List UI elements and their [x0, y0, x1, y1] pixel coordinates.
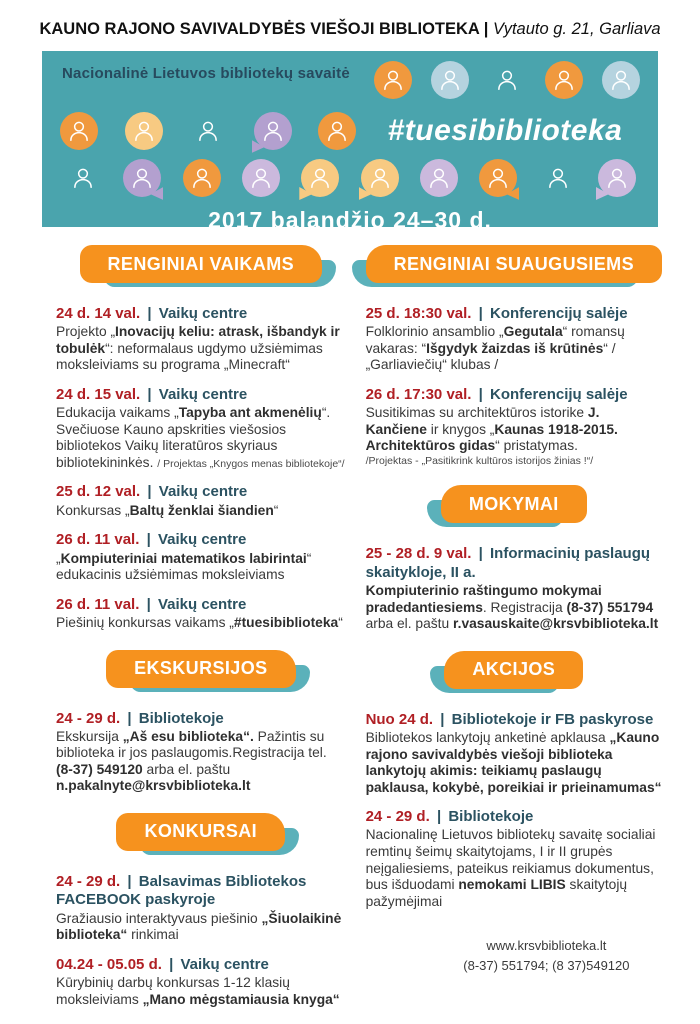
header-ribbon: [106, 650, 295, 688]
date-location-separator: |: [147, 385, 152, 403]
person-icon: [608, 67, 634, 93]
library-week-banner: [42, 51, 658, 233]
date-location-separator: |: [436, 808, 442, 826]
event-body: [56, 975, 346, 1008]
event-body: [366, 324, 662, 374]
body-segment: r.vasauskaite@krsvbiblioteka.lt: [453, 616, 659, 632]
speech-bubble: [488, 61, 526, 99]
page-title: [14, 20, 686, 39]
body-segment: “: neformalaus ugdymo užsiėmimas moksleiviams su programa „Minecraft“: [56, 340, 323, 373]
body-segment: rinkimai: [127, 927, 179, 943]
bubble-row-mid-left: [54, 112, 370, 150]
event-heading: [56, 873, 346, 910]
event-body: [56, 324, 346, 374]
event-location: Vaikų centre: [157, 531, 247, 549]
event-location: Bibliotekoje: [138, 709, 224, 727]
event-location: Vaikų centre: [180, 955, 269, 973]
body-segment: arba el. paštu: [365, 616, 453, 632]
event-heading: [56, 956, 346, 974]
event-heading: [366, 305, 662, 323]
speech-bubble: [420, 159, 458, 197]
body-segment: „Šiuolaikinė biblioteka“: [56, 910, 342, 943]
event-date: Nuo 24 d.: [365, 710, 434, 728]
person-icon: [551, 67, 577, 93]
body-segment: Kompiuterinio raštingumo mokymai pradedantiesiems: [365, 583, 602, 615]
event-heading: [366, 386, 662, 404]
section-title: AKCIJOS: [472, 659, 556, 680]
section-header: [366, 245, 662, 293]
speech-bubble: [318, 112, 356, 150]
event-item: [56, 956, 346, 1008]
event-list: [366, 545, 662, 632]
person-icon: [260, 118, 286, 144]
body-segment: n.pakalnyte@krsvbiblioteka.lt: [56, 778, 251, 794]
event-date: 26 d. 17:30 val.: [365, 385, 472, 403]
library-address: Vytauto g. 21, Garliava: [493, 20, 661, 38]
week-title: Nacionalinė Lietuvos bibliotekų savaitė: [62, 65, 350, 82]
event-item: [56, 710, 346, 795]
body-segment: “ edukacinis užsiėmimas moksleiviams: [56, 550, 312, 583]
body-segment: „Kauno rajono savivaldybės viešoji biblioteka lankytojų akimis: teikiamų paslaugų paklausa, kokybė, poreikiai ir prieinamumas“: [365, 730, 662, 795]
speech-bubble: [254, 112, 292, 150]
event-item: [366, 545, 662, 632]
speech-bubble: [125, 112, 163, 150]
event-date: 24 - 29 d.: [56, 709, 121, 727]
body-segment: Piešinių konkursas vaikams „: [56, 614, 234, 630]
event-section: [366, 485, 662, 632]
body-segment: J. Kančiene: [365, 405, 600, 437]
person-icon: [129, 165, 155, 191]
event-item: [56, 531, 346, 583]
event-location: Bibliotekoje ir FB paskyrose: [451, 710, 654, 728]
event-list: [56, 710, 346, 795]
person-icon: [307, 165, 333, 191]
section-header: [56, 650, 346, 698]
date-location-separator: |: [169, 955, 174, 973]
body-segment: “ romansų vakaras: “: [365, 324, 625, 356]
event-section: [56, 245, 346, 632]
speech-bubble: [598, 159, 636, 197]
body-segment: “: [273, 502, 279, 518]
event-item: [56, 483, 346, 519]
body-segment: / Projektas „Knygos menas bibliotekoje“/: [157, 457, 345, 470]
header-ribbon: [444, 651, 583, 689]
section-title: MOKYMAI: [468, 493, 559, 514]
speech-bubble: [479, 159, 517, 197]
person-icon: [426, 165, 452, 191]
body-segment: “: [338, 614, 343, 630]
body-segment: Nacionalinę Lietuvos bibliotekų savaitę socialiai remtinų šeimų skaitytojams, I ir II grupės neįgaliesiems, pateikus reikiamus dokumentus, bus išduodami: [365, 827, 656, 893]
event-item: [366, 808, 662, 910]
right-column-wrap: [366, 243, 662, 1024]
body-segment: . Registracija: [482, 599, 567, 615]
event-heading: [366, 711, 662, 729]
event-date: 04.24 - 05.05 d.: [56, 955, 162, 973]
date-location-separator: |: [478, 545, 483, 563]
person-icon: [494, 67, 520, 93]
event-section: [56, 650, 346, 795]
body-segment: “. Svečiuose Kauno apskrities viešosios bibliotekos Vaikų literatūros skyriaus bibliotekininkės.: [56, 405, 331, 470]
date-location-separator: |: [127, 872, 132, 890]
right-column: [366, 245, 662, 910]
event-body: [56, 503, 346, 520]
section-title: RENGINIAI SUAUGUSIEMS: [393, 253, 634, 274]
body-segment: (8-37) 549120: [56, 761, 143, 777]
event-date: 26 d. 11 val.: [56, 531, 140, 549]
event-location: Balsavimas Bibliotekos FACEBOOK paskyroje: [56, 872, 307, 909]
section-header: [56, 813, 346, 861]
event-location: Vaikų centre: [158, 483, 248, 501]
event-body: [366, 405, 662, 467]
body-segment: Kompiuteriniai matematikos labirintai: [60, 550, 307, 566]
section-title: EKSKURSIJOS: [134, 658, 268, 678]
body-segment: „Aš esu biblioteka“.: [122, 728, 254, 744]
body-segment: Konkursas „: [56, 502, 130, 518]
body-segment: Ekskursija: [56, 728, 123, 744]
date-location-separator: |: [440, 710, 445, 728]
event-location: Vaikų centre: [157, 595, 247, 613]
speech-bubble: [183, 159, 221, 197]
speech-bubble: [539, 159, 577, 197]
event-location: Informacinių paslaugų skaitykloje, II a.: [365, 545, 651, 581]
speech-bubble: [60, 112, 98, 150]
person-icon: [324, 118, 350, 144]
header-ribbon: [441, 485, 587, 523]
person-icon: [367, 165, 393, 191]
event-location: Vaikų centre: [158, 385, 248, 403]
event-heading: [56, 531, 346, 549]
event-date: 25 d. 18:30 val.: [365, 305, 472, 322]
event-item: [56, 305, 346, 374]
event-item: [56, 386, 346, 471]
event-body: [366, 827, 662, 910]
event-item: [56, 596, 346, 632]
speech-bubble: [123, 159, 161, 197]
event-body: [56, 551, 346, 584]
event-date: 25 - 28 d. 9 val.: [365, 545, 472, 563]
speech-bubble: [64, 159, 102, 197]
speech-bubble: [361, 159, 399, 197]
section-header: [366, 651, 662, 699]
event-date: 24 d. 15 val.: [56, 385, 141, 403]
body-segment: Gegutala: [503, 324, 563, 340]
event-body: [366, 730, 662, 796]
event-heading: [366, 808, 662, 826]
body-segment: Bibliotekos lankytojų anketinė apklausa: [365, 730, 610, 745]
body-segment: Išgydyk žaizdas iš krūtinės: [426, 340, 604, 356]
person-icon: [66, 118, 92, 144]
section-title: KONKURSAI: [144, 821, 258, 842]
date-location-separator: |: [147, 305, 152, 322]
body-segment: Gražiausio interaktyvaus piešinio: [56, 910, 262, 926]
event-heading: [366, 545, 662, 582]
speech-bubble: [545, 61, 583, 99]
date-location-separator: |: [147, 483, 152, 501]
event-body: [56, 405, 346, 471]
title-separator: |: [479, 20, 493, 38]
content-columns: [0, 227, 700, 1024]
event-heading: [56, 596, 346, 614]
person-icon: [380, 67, 406, 93]
event-location: Konferencijų salėje: [490, 305, 628, 322]
header-ribbon: [366, 245, 662, 283]
event-item: [366, 711, 662, 796]
body-segment: Kaunas 1918-2015. Architektūros gidas: [365, 421, 618, 454]
body-segment: Projekto „: [56, 324, 116, 340]
hashtag-text: #tuesibiblioteka: [387, 114, 623, 147]
person-icon: [545, 165, 571, 191]
body-segment: Folklorinio ansamblio „: [365, 324, 504, 340]
event-heading: [56, 305, 346, 323]
event-date: 24 - 29 d.: [365, 808, 430, 826]
speech-bubble: [374, 61, 412, 99]
event-location: Konferencijų salėje: [490, 385, 628, 403]
body-segment: Susitikimas su architektūros istorike: [365, 405, 588, 421]
section-title: RENGINIAI VAIKAMS: [107, 253, 295, 274]
date-location-separator: |: [146, 531, 151, 549]
body-segment: Edukacija vaikams „: [56, 405, 179, 421]
library-name: KAUNO RAJONO SAVIVALDYBĖS VIEŠOJI BIBLIOTEKA: [39, 20, 480, 38]
person-icon: [248, 165, 274, 191]
date-location-separator: |: [478, 385, 483, 403]
section-header: [366, 485, 662, 533]
event-body: [56, 911, 346, 944]
date-location-separator: |: [146, 595, 151, 613]
body-segment: #tuesibiblioteka: [233, 614, 339, 630]
bubble-row-top-right: [374, 59, 646, 99]
event-section: [366, 651, 662, 911]
event-section: [56, 813, 346, 1008]
speech-bubble: [301, 159, 339, 197]
body-segment: nemokami LIBIS: [458, 877, 566, 893]
event-date: 25 d. 12 val.: [56, 483, 141, 501]
person-icon: [189, 165, 215, 191]
body-segment: „: [56, 550, 61, 566]
body-segment: ir knygos „: [426, 421, 495, 437]
body-segment: Baltų ženklai šiandien: [129, 502, 274, 518]
speech-bubble: [242, 159, 280, 197]
body-segment: “ / „Garliaviečių“ klubas /: [365, 340, 616, 373]
event-date: 24 d. 14 val.: [56, 305, 141, 322]
person-icon: [604, 165, 630, 191]
event-heading: [56, 386, 346, 404]
event-list: [366, 305, 662, 467]
event-item: [366, 386, 662, 468]
person-icon: [195, 118, 221, 144]
speech-bubble: [431, 61, 469, 99]
body-segment: Inovacijų keliu: atrask, išbandyk ir tobulėk: [56, 324, 340, 356]
event-list: [56, 873, 346, 1008]
speech-bubble: [602, 61, 640, 99]
event-body: [56, 615, 346, 632]
header-ribbon: [80, 245, 322, 283]
section-header: [56, 245, 346, 293]
event-list: [56, 305, 346, 632]
event-date: 26 d. 11 val.: [56, 595, 140, 613]
event-item: [366, 305, 662, 374]
event-location: Bibliotekoje: [448, 808, 534, 826]
body-segment: arba el. paštu: [142, 761, 231, 777]
person-icon: [485, 165, 511, 191]
header-ribbon: [116, 813, 285, 851]
person-icon: [70, 165, 96, 191]
event-body: [366, 583, 662, 633]
event-item: [56, 873, 346, 944]
body-segment: /Projektas - „Pasitikrink kultūros istorijos žinias !“/: [365, 454, 594, 467]
left-column: [56, 243, 346, 1024]
footer-phones: (8-37) 551794; (8 37)549120: [463, 957, 630, 973]
bubble-row-bottom: [54, 155, 646, 201]
body-segment: Tapyba ant akmenėlių: [178, 405, 322, 421]
person-icon: [437, 67, 463, 93]
body-segment: skaitytojų pažymėjimai: [365, 877, 628, 909]
footer: [366, 936, 662, 975]
body-segment: (8-37) 551794: [566, 599, 654, 615]
speech-bubble: [189, 112, 227, 150]
date-location-separator: |: [127, 709, 132, 727]
event-body: [56, 729, 346, 795]
footer-website: www.krsvbiblioteka.lt: [486, 938, 607, 954]
event-list: [366, 711, 662, 911]
body-segment: “ pristatymas.: [495, 438, 578, 454]
event-heading: [56, 483, 346, 501]
event-week-dates: 2017 balandžio 24–30 d.: [208, 207, 492, 233]
event-date: 24 - 29 d.: [56, 872, 121, 890]
event-heading: [56, 710, 346, 728]
event-location: Vaikų centre: [158, 305, 248, 322]
date-location-separator: |: [478, 305, 483, 322]
body-segment: Pažintis su biblioteka ir jos paslaugomis.Registracija tel.: [56, 728, 327, 761]
body-segment: Kūrybinių darbų konkursas 1-12 klasių moksleiviams: [56, 974, 290, 1007]
person-icon: [131, 118, 157, 144]
body-segment: „Mano mėgstamiausia knyga“: [142, 991, 340, 1007]
event-section: [366, 245, 662, 467]
